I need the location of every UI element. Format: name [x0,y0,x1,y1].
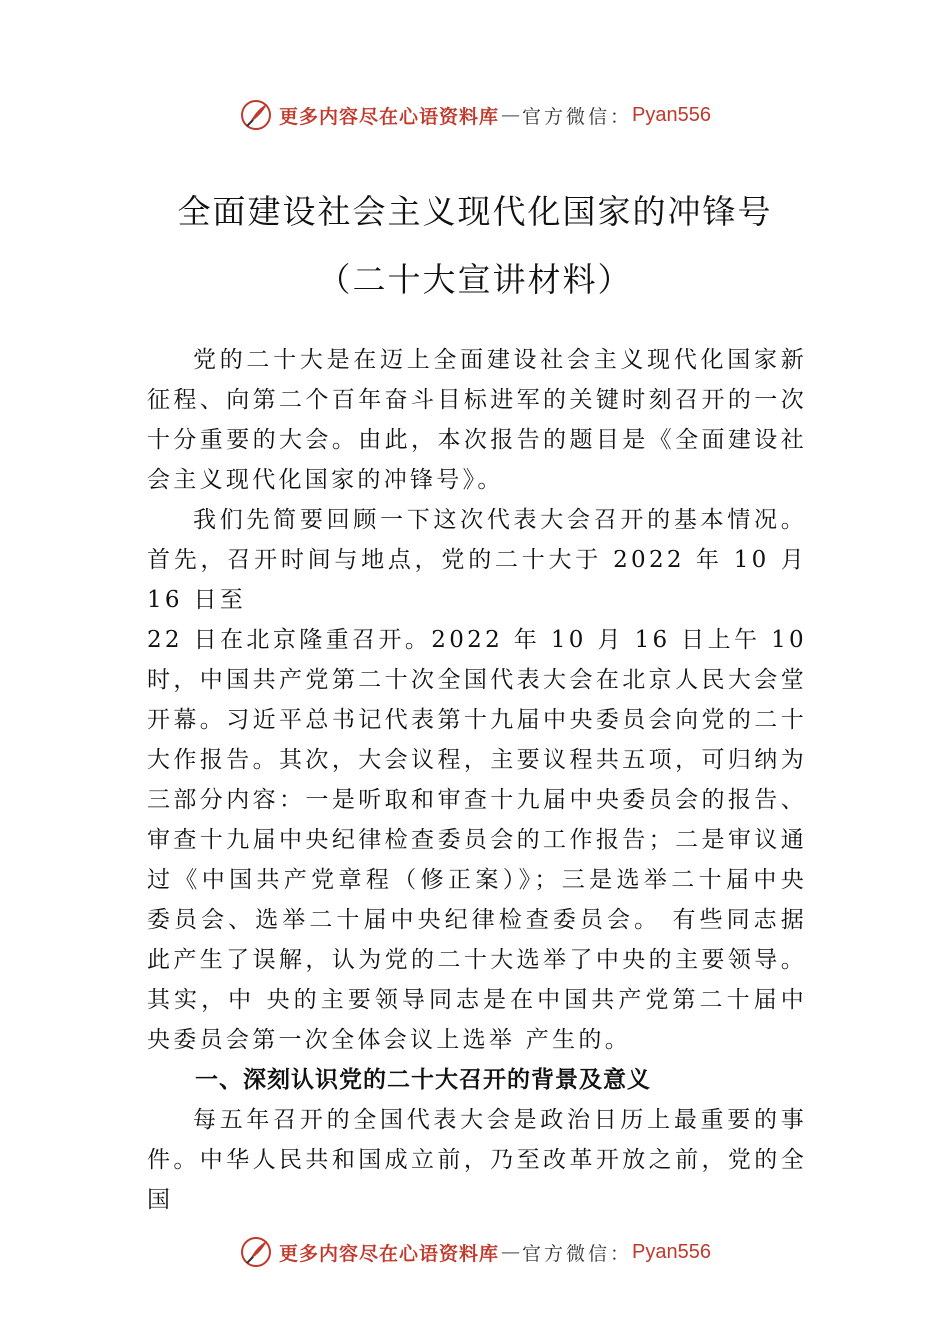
header-watermark-banner [0,95,950,135]
brand-text: 更多内容尽在心语资料库 [279,1242,500,1265]
body-paragraph: 每五年召开的全国代表大会是政治日历上最重要的事件。中华人民共和国成立前，乃至改革开放之前，党的全国 [147,1107,807,1213]
quill-logo-icon [239,1235,273,1269]
wechat-id: Pyan556 [632,1240,711,1263]
separator-dash: — [501,104,521,126]
section-heading: 一、深刻认识党的二十大召开的背景及意义 [195,1067,651,1093]
wechat-id: Pyan556 [632,103,711,126]
body-paragraph: 党的二十大是在迈上全面建设社会主义现代化国家新征程、向第二个百年奋斗目标进军的关键时刻召开的一次十分重要的大会。由此，本次报告的题目是《全面建设社会主义现代化国家的冲锋号》。 [147,347,807,493]
separator-dash: — [501,1241,521,1263]
brand-text: 更多内容尽在心语资料库 [279,105,500,128]
body-paragraph: 我们先简要回顾一下这次代表大会召开的基本情况。首先，召开时间与地点，党的二十大于 2022 年 10 月 16 日至 [147,507,807,613]
footer-watermark-banner [0,1232,950,1272]
wechat-label: 官方微信： [522,1242,633,1265]
quill-logo-icon [239,98,273,132]
document-body [147,340,807,1220]
document-title: 全面建设社会主义现代化国家的冲锋号 [177,192,773,231]
body-paragraph: 22 日在北京隆重召开。2022 年 10 月 16 日上午 10 时，中国共产党第二十次全国代表大会在北京人民大会堂开幕。习近平总书记代表第十九届中央委员会向党的二十大作报告。其次，大会议程，主要议程共五项，可归纳为三部分内容：一是听取和审查十九届中央委员会的报告、审查十九届中央纪律检查委员会的工作报告；二是审议通过《中国共产党章程（修正案）》；三是选举二十届中央委员会、选举二十届中央纪律检查委员会。 有些同志据此产生了误解，认为党的二十大选举了中央的主要领导。其实，中 央的主要领导同志是在中国共产党第二十届中央委员会第一次全体会议上选举 产生的。 [147,627,807,1053]
wechat-label: 官方微信： [522,105,633,128]
document-subtitle: （二十大宣讲材料） [317,260,633,299]
